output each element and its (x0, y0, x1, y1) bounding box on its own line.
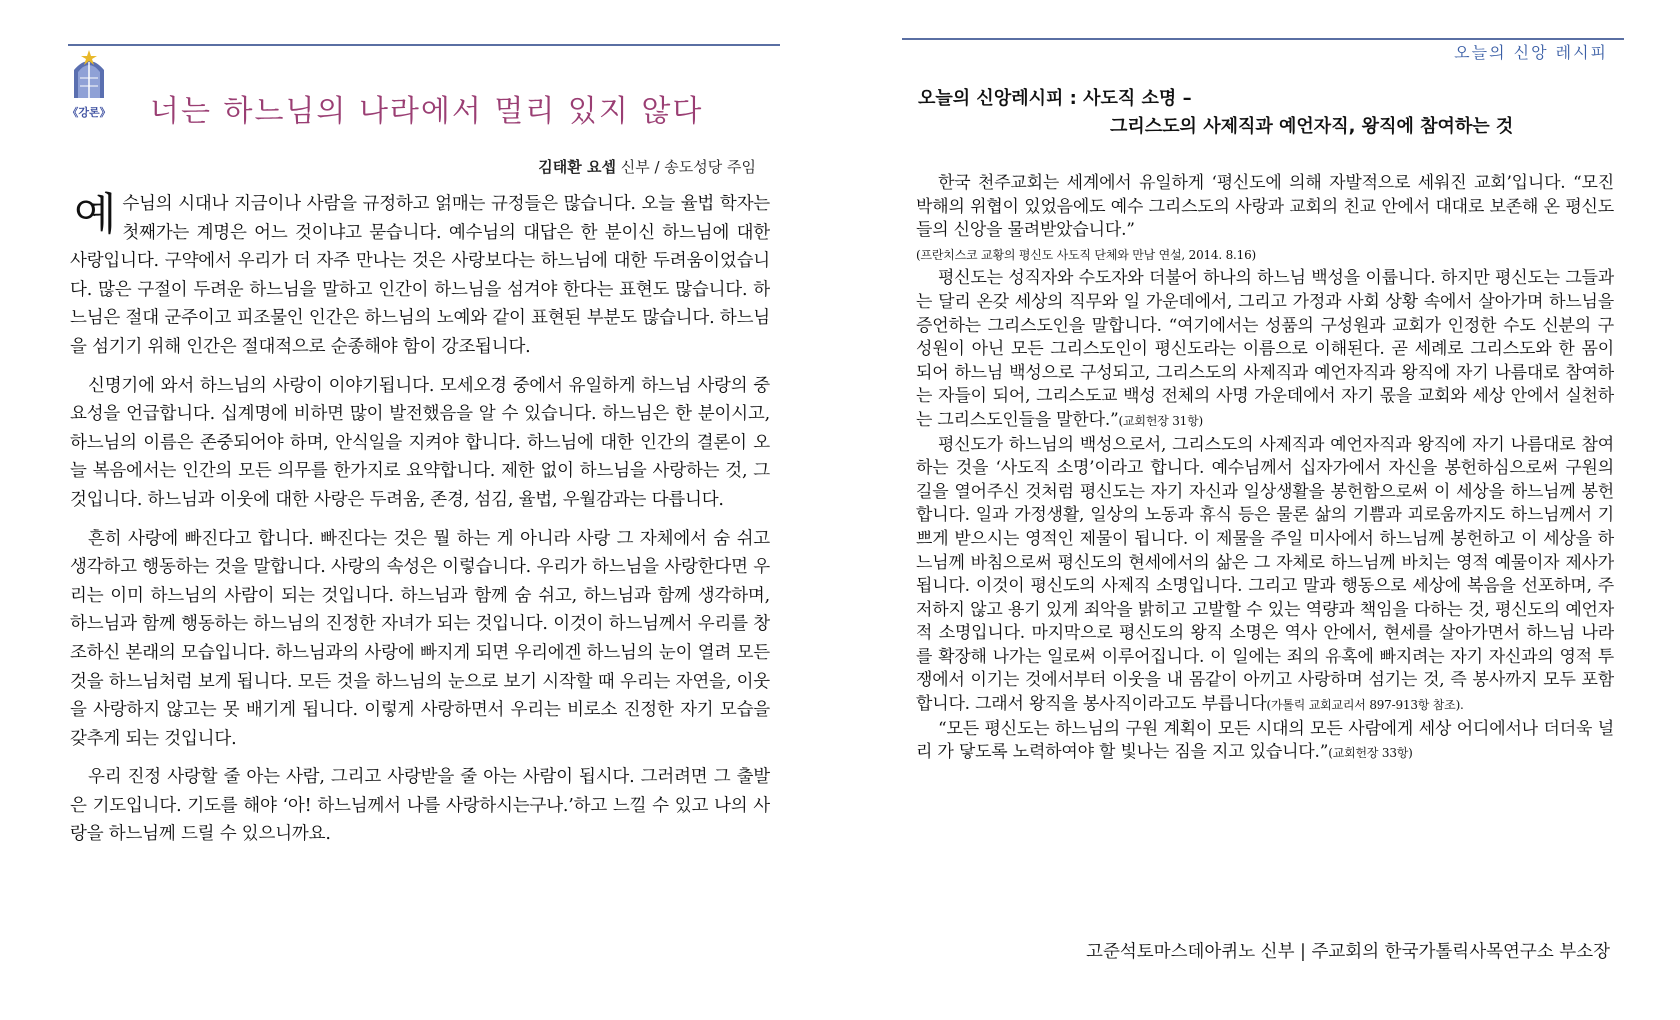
recipe-body (916, 172, 1614, 766)
citation: (교회헌장 33항) (1328, 746, 1413, 761)
article-title: 너는 하느님의 나라에서 멀리 있지 않다 (150, 94, 704, 129)
author-byline (538, 156, 756, 177)
paragraph-3 (916, 434, 1614, 718)
top-rule (68, 44, 780, 46)
citation: (교회헌장 31항) (1118, 413, 1203, 428)
author-footer: 고준석토마스데아퀴노 신부 | 주교회의 한국가톨릭사목연구소 부소장 (1086, 942, 1610, 962)
left-page (64, 0, 780, 1020)
paragraph-4 (916, 718, 1614, 766)
homily-logo-icon (70, 48, 108, 102)
recipe-title: 오늘의 신앙레시피 : 사도직 소명 – (918, 88, 1192, 109)
paragraph-4: 우리 진정 사랑할 줄 아는 사람, 그리고 사랑받을 줄 아는 사람이 됩시다. 그러려면 그 출발은 기도입니다. 기도를 해야 ‘아! 하느님께서 나를 사랑하시는구나.’하고 느낄 수 있고 나의 사랑을 하느님께 드릴 수 있으니까요. (70, 767, 770, 845)
recipe-subtitle: 그리스도의 사제직과 예언자직, 왕직에 참여하는 것 (1110, 116, 1514, 137)
paragraph-3: 흔히 사랑에 빠진다고 합니다. 빠진다는 것은 뭘 하는 게 아니라 사랑 그 자체에서 숨 쉬고 생각하고 행동하는 것을 말합니다. 사랑의 속성은 이렇습니다. 우리가 하느님을 사랑한다면 우리는 이미 하느님의 사람이 되는 것입니다. 하느님과 함께 숨 쉬고, 하느님과 함께 생각하며, 하느님과 함께 행동하는 하느님의 진정한 자녀가 되는 것입니다. 이것이 하느님께서 우리를 창조하신 본래의 모습입니다. 하느님과의 사랑에 빠지게 되면 우리에겐 하느님의 눈이 열려 모든 것을 하느님처럼 보게 됩니다. 모든 것을 하느님의 눈으로 보기 시작할 때 우리는 자연을, 이웃을 사랑하지 않고는 못 배기게 됩니다. 이렇게 사랑하면서 우리는 비로소 진정한 자기 모습을 갖추게 되는 것입니다. (70, 528, 770, 749)
series-label: 오늘의 신앙 레시피 (1454, 43, 1608, 62)
paragraph-2-text: 평신도는 성직자와 수도자와 더불어 하나의 하느님 백성을 이룹니다. 하지만 평신도는 그들과는 달리 온갖 세상의 직무와 일 가운데에서, 그리고 가정과 사회 상황 속에서 살아가며 하느님을 증언하는 그리스도인을 말합니다. “여기에서는 성품의 구성원과 교회가 인정한 수도 신분의 구성원이 아닌 모든 그리스도인이 평신도라는 이름으로 이해된다. 곧 세례로 그리스도와 한 몸이 되어 하느님 백성으로 구성되고, 그리스도의 사제직과 예언자직과 왕직에 자기 나름대로 참여하는 자들이 되어, 그리스도교 백성 전체의 사명 가운데에서 자기 몫을 교회와 세상 안에서 실천하는 그리스도인들을 말한다.” (916, 268, 1614, 430)
author-role: 신부 / 송도성당 주임 (615, 158, 756, 176)
paragraph-1-text: 수님의 시대나 지금이나 사람을 규정하고 얽매는 규정들은 많습니다. 오늘 율법 학자는 첫째가는 계명은 어느 것이냐고 묻습니다. 예수님의 대답은 한 분이신 하느님에 대한 사랑입니다. 구약에서 우리가 더 자주 만나는 것은 사랑보다는 하느님에 대한 두려움이었습니다. 많은 구절이 두려운 하느님을 말하고 인간이 하느님을 섬겨야 한다는 표현도 많습니다. 하느님은 절대 군주이고 피조물인 인간은 하느님의 노예와 같이 표현된 부분도 많습니다. 하느님을 섬기기 위해 인간은 절대적으로 순종해야 함이 강조됩니다. (70, 194, 770, 357)
paragraph-3-text: 평신도가 하느님의 백성으로서, 그리스도의 사제직과 예언자직과 왕직에 자기 나름대로 참여하는 것을 ‘사도직 소명’이라고 합니다. 예수님께서 십자가에서 자신을 봉헌하심으로써 구원의 길을 열어주신 것처럼 평신도는 자기 자신과 일상생활을 봉헌함으로써 이 세상을 하느님께 봉헌합니다. 일과 가정생활, 일상의 노동과 휴식 등은 물론 삶의 기쁨과 괴로움까지도 하느님께서 기쁘게 받으시는 영적인 제물이 됩니다. 이 제물을 주일 미사에서 하느님께 봉헌하고 이 세상을 하느님께 바침으로써 평신도의 현세에서의 삶은 그 자체로 하느님께 바치는 영적 예물이자 제사가 됩니다. 이것이 평신도의 사제직 소명입니다. 그리고 말과 행동으로 세상에 복음을 선포하며, 주저하지 않고 용기 있게 죄악을 밝히고 고발할 수 있는 역량과 책임을 다하는 것, 평신도의 예언자적 소명입니다. 마지막으로 평신도의 왕직 소명은 역사 안에서, 현세를 살아가면서 하느님 나라를 확장해 나가는 일로써 이루어집니다. 이 일에는 죄의 유혹에 빠지려는 자기 자신과의 영적 투쟁에서 이기는 것에서부터 이웃을 내 몸같이 아끼고 사랑하며 섬기는 것, 즉 봉사까지 모두 포함합니다. 그래서 왕직을 봉사직이라고도 부릅니다 (916, 434, 1614, 715)
paragraph-1-text: 한국 천주교회는 세계에서 유일하게 ‘평신도에 의해 자발적으로 세워진 교회’입니다. “모진 박해의 위협이 있었음에도 예수 그리스도의 사랑과 교회의 친교 안에서 대대로 보존해 온 평신도들의 신앙을 물려받았습니다.” (916, 173, 1614, 241)
paragraph-4-text: “모든 평신도는 하느님의 구원 계획이 모든 시대의 모든 사람에게 세상 어디에서나 더더욱 널리 가 닿도록 노력하여야 할 빛나는 짐을 지고 있습니다.” (916, 718, 1614, 763)
logo-caption: 《강론》 (67, 106, 111, 119)
homily-body (70, 190, 770, 859)
paragraph-2: 신명기에 와서 하느님의 사랑이 이야기됩니다. 모세오경 중에서 유일하게 하느님 사랑의 중요성을 언급합니다. 십계명에 비하면 많이 발전했음을 알 수 있습니다. 하느님은 한 분이시고, 하느님의 이름은 존중되어야 하며, 안식일을 지켜야 합니다. 하느님에 대한 인간의 결론이 오늘 복음에서는 인간의 모든 의무를 한가지로 요약합니다. 제한 없이 하느님을 사랑하는 것, 그것입니다. 하느님과 이웃에 대한 사랑은 두려움, 존경, 섬김, 율법, 우월감과는 다릅니다. (70, 375, 770, 510)
paragraph-1 (70, 190, 770, 362)
citation: (프란치스코 교황의 평신도 사도직 단체와 만남 연설, 2014. 8.16) (916, 247, 1256, 262)
citation: (가톨릭 교회교리서 897-913항 참조). (1266, 698, 1464, 713)
right-page (902, 0, 1624, 1020)
paragraph-1 (916, 172, 1614, 267)
author-name: 김태환 요셉 (538, 158, 616, 176)
paragraph-2 (916, 267, 1614, 433)
drop-cap: 예 (74, 189, 117, 240)
